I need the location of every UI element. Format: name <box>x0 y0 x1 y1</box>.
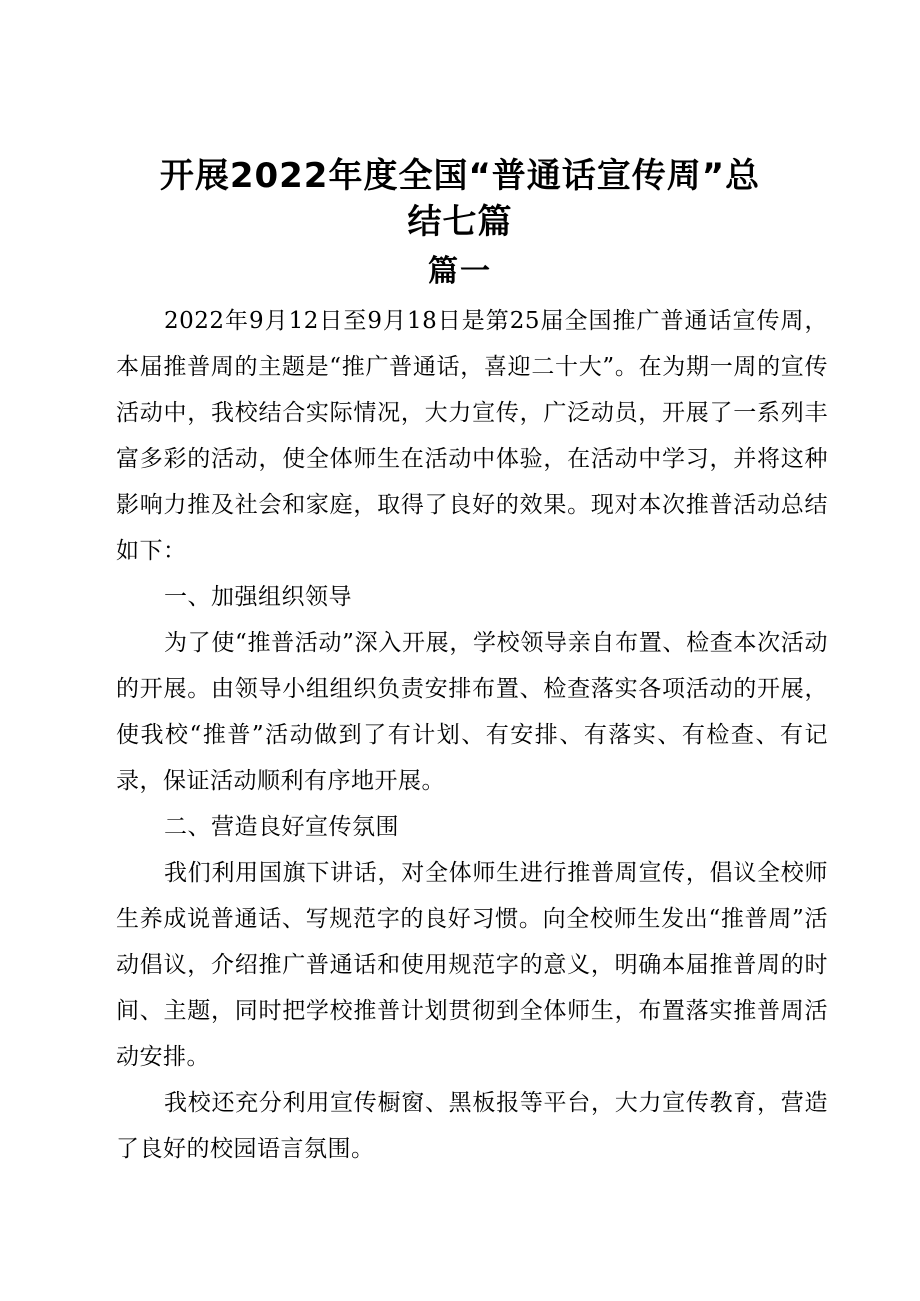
document-title-line-2: 结七篇 <box>407 202 513 242</box>
section-heading-organization: 一、加强组织领导 <box>164 584 352 610</box>
section-heading-atmosphere: 二、营造良好宣传氛围 <box>164 814 399 840</box>
organization-paragraph: 为了使“推普活动”深入开展，学校领导亲自布置、检查本次活动的开展。由领导小组组织负责安排布置、检查落实各项活动的开展，使我校“推普”活动做到了有计划、有安排、有落实、有检查、有记录，保证活动顺利有序地开展。 <box>116 630 828 794</box>
intro-paragraph: 2022年9月12日至9月18日是第25届全国推广普通话宣传周，本届推普周的主题是“推广普通话，喜迎二十大”。在为期一周的宣传活动中，我校结合实际情况，大力宣传，广泛动员，开展了一系列丰富多彩的活动，使全体师生在活动中体验，在活动中学习，并将这种影响力推及社会和家庭，取得了良好的效果。现对本次推普活动总结如下： <box>116 308 828 564</box>
flag-speech-paragraph: 我们利用国旗下讲话，对全体师生进行推普周宣传，倡议全校师生养成说普通话、写规范字的良好习惯。向全校师生发出“推普周”活动倡议，介绍推广普通话和使用规范字的意义，明确本届推普周的时间、主题，同时把学校推普计划贯彻到全体师生，布置落实推普周活动安排。 <box>116 860 828 1070</box>
publicity-window-paragraph: 我校还充分利用宣传橱窗、黑板报等平台，大力宣传教育，营造了良好的校园语言氛围。 <box>116 1090 828 1162</box>
document-title-line-1: 开展2022年度全国“普通话宣传周”总 <box>159 156 761 196</box>
section-label: 篇一 <box>428 254 492 289</box>
